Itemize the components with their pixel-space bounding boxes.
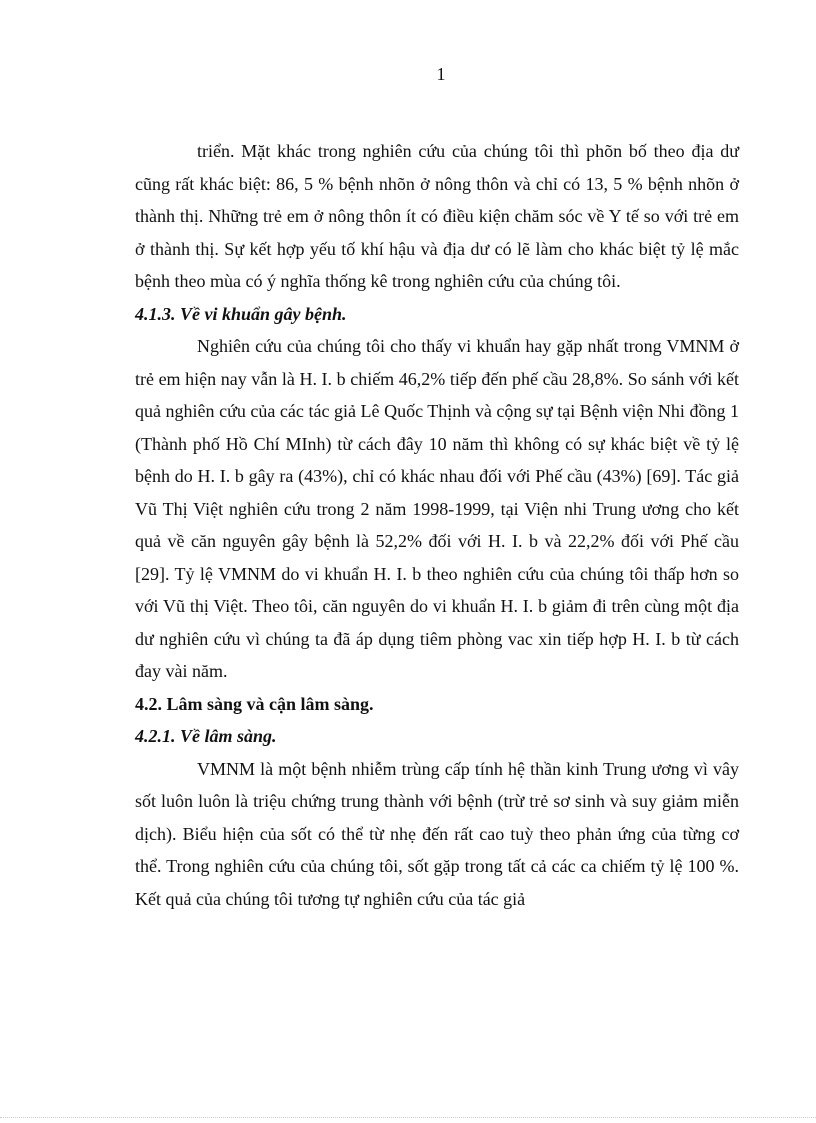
paragraph-clinical: VMNM là một bệnh nhiễm trùng cấp tính hệ thần kinh Trung ương vì vây sốt luôn luôn là triệu chứng trung thành với bệnh (trừ trẻ sơ sinh và suy giảm miễn dịch). Biểu hiện của sốt có thể từ nhẹ đến rất cao tuỳ theo phản ứng của từng cơ thể. Trong nghiên cứu của chúng tôi, sốt gặp trong tất cả các ca chiếm tỷ lệ 100 %. Kết quả của chúng tôi tương tự nghiên cứu của tác giả xyxy=(135,758,739,909)
paragraph-bacteria: Nghiên cứu của chúng tôi cho thấy vi khuẩn hay gặp nhất trong VMNM ở trẻ em hiện nay vẫn là H. I. b chiếm 46,2% tiếp đến phế cầu 28,8%. So sánh với kết quả nghiên cứu của các tác giả Lê Quốc Thịnh và cộng sự tại Bệnh viện Nhi đồng 1 (Thành phố Hồ Chí MInh) từ cách đây 10 năm thì không có sự khác biệt về tỷ lệ bệnh do H. I. b gây ra (43%), chỉ có khác nhau đối với Phế cầu (43%) [69]. Tác giả Vũ Thị Việt nghiên cứu trong 2 năm 1998-1999, tại Viện nhi Trung ương cho kết quả về căn nguyên gây bệnh là 52,2% đối với H. I. b và 22,2% đối với Phế cầu [29]. Tỷ lệ VMNM do vi khuẩn H. I. b theo nghiên cứu của chúng tôi thấp hơn so với Vũ thị Việt. Theo tôi, căn nguyên do vi khuẩn H. I. b giảm đi trên cùng một địa dư nghiên cứu vì chúng ta đã áp dụng tiêm phòng vac xin tiếp hợp H. I. b từ cách đay vài năm. xyxy=(135,336,739,681)
document-body xyxy=(135,135,739,915)
paragraph-distribution: triển. Mặt khác trong nghiên cứu của chúng tôi thì phõn bố theo địa dư cũng rất khác biệt: 86, 5 % bệnh nhõn ở nông thôn và chỉ có 13, 5 % bệnh nhõn ở thành thị. Những trẻ em ở nông thôn ít có điều kiện chăm sóc về Y tế so với trẻ em ở thành thị. Sự kết hợp yếu tố khí hậu và địa dư có lẽ làm cho khác biệt tỷ lệ mắc bệnh theo mùa có ý nghĩa thống kê trong nghiên cứu của chúng tôi. xyxy=(135,141,739,291)
section-heading-4-1-3: 4.1.3. Về vi khuẩn gây bệnh. xyxy=(135,303,347,324)
page-bottom-divider xyxy=(0,1117,816,1118)
page-number: 1 xyxy=(436,64,446,84)
section-heading-4-2-1: 4.2.1. Về lâm sàng. xyxy=(135,726,277,746)
section-heading-4-2: 4.2. Lâm sàng và cận lâm sàng. xyxy=(135,693,374,714)
